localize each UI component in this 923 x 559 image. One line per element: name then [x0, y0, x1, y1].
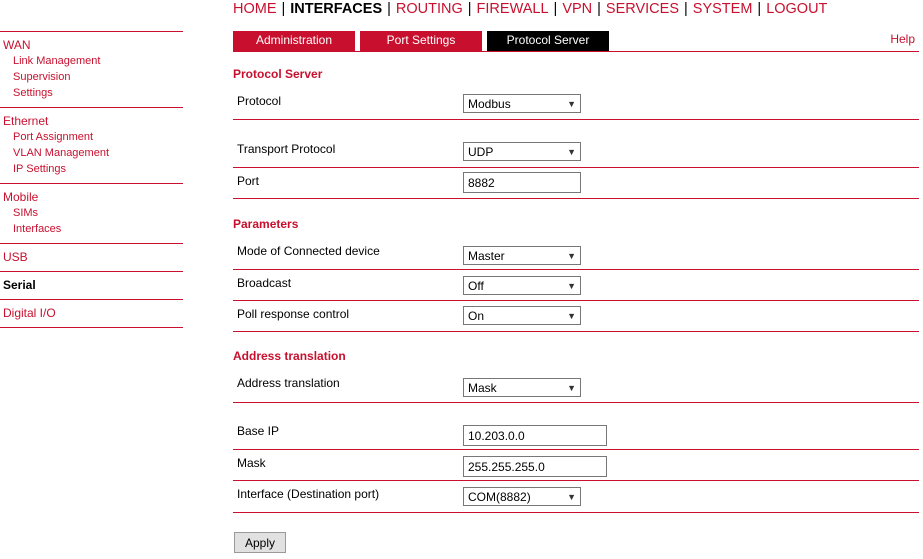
mode-value: Master — [468, 249, 505, 263]
row-poll-response — [233, 301, 919, 332]
sidebar — [0, 31, 183, 328]
sidebar-item-link-management[interactable]: Link Management — [13, 55, 101, 67]
row-broadcast — [233, 270, 919, 301]
sidebar-group-mobile — [0, 184, 183, 243]
nav-routing[interactable]: ROUTING — [395, 1, 463, 17]
nav-separator: | — [757, 1, 762, 17]
address-translation-select[interactable] — [463, 378, 581, 397]
row-transport-protocol — [233, 136, 919, 168]
sidebar-item-serial[interactable]: Serial — [3, 278, 36, 292]
apply-button[interactable]: Apply — [234, 532, 286, 553]
nav-home[interactable]: HOME — [233, 1, 277, 17]
transport-protocol-value: UDP — [468, 145, 494, 159]
nav-services[interactable]: SERVICES — [605, 1, 679, 17]
nav-separator: | — [684, 1, 688, 17]
sidebar-divider — [0, 327, 183, 328]
nav-logout[interactable]: LOGOUT — [766, 1, 828, 17]
port-input[interactable] — [463, 172, 581, 193]
mask-input[interactable] — [463, 456, 607, 477]
nav-vpn[interactable]: VPN — [562, 1, 593, 17]
nav-separator: | — [387, 1, 391, 17]
row-address-translation — [233, 370, 919, 403]
section-address-translation: Address translation — [233, 349, 346, 363]
sidebar-item-sims[interactable]: SIMs — [13, 207, 39, 219]
chevron-down-icon: ▼ — [567, 251, 576, 261]
mode-select[interactable] — [463, 246, 581, 265]
protocol-select[interactable] — [463, 94, 581, 113]
nav-separator: | — [553, 1, 558, 17]
section-protocol-server: Protocol Server — [233, 67, 323, 81]
chevron-down-icon: ▼ — [567, 147, 576, 157]
base-ip-label: Base IP — [237, 424, 280, 438]
sidebar-item-digital-io[interactable]: Digital I/O — [3, 306, 56, 320]
interface-label: Interface (Destination port) — [237, 487, 380, 501]
sidebar-item-wan[interactable]: WAN — [3, 38, 31, 52]
chevron-down-icon: ▼ — [567, 281, 576, 291]
row-mask — [233, 450, 919, 481]
tab-bar — [233, 31, 919, 52]
poll-response-value: On — [468, 309, 485, 323]
tab-port-settings[interactable]: Port Settings — [360, 31, 482, 51]
nav-firewall[interactable]: FIREWALL — [476, 1, 549, 17]
row-port — [233, 168, 919, 199]
chevron-down-icon: ▼ — [567, 383, 576, 393]
nav-separator: | — [597, 1, 601, 17]
nav-system[interactable]: SYSTEM — [692, 1, 753, 17]
sidebar-item-mobile-interfaces[interactable]: Interfaces — [13, 223, 62, 235]
nav-separator: | — [281, 1, 286, 17]
tab-protocol-server[interactable]: Protocol Server — [487, 31, 609, 51]
sidebar-item-usb[interactable]: USB — [3, 250, 28, 264]
sidebar-item-supervision[interactable]: Supervision — [13, 71, 71, 83]
address-translation-label: Address translation — [237, 376, 340, 390]
sidebar-item-vlan-management[interactable]: VLAN Management — [13, 147, 109, 159]
broadcast-select[interactable] — [463, 276, 581, 295]
sidebar-item-port-assignment[interactable]: Port Assignment — [13, 131, 94, 143]
sidebar-item-ip-settings[interactable]: IP Settings — [13, 163, 66, 175]
row-mode — [233, 238, 919, 270]
transport-protocol-label: Transport Protocol — [237, 142, 336, 156]
sidebar-item-ethernet[interactable]: Ethernet — [3, 114, 49, 128]
sidebar-item-wan-settings[interactable]: Settings — [13, 87, 53, 99]
interface-value: COM(8882) — [468, 490, 531, 504]
help-link[interactable]: Help — [890, 32, 915, 46]
chevron-down-icon: ▼ — [567, 492, 576, 502]
chevron-down-icon: ▼ — [567, 311, 576, 321]
row-base-ip — [233, 418, 919, 450]
sidebar-group-ethernet — [0, 108, 183, 183]
poll-response-label: Poll response control — [237, 307, 350, 321]
sidebar-item-mobile[interactable]: Mobile — [3, 190, 39, 204]
address-translation-value: Mask — [468, 381, 497, 395]
section-parameters: Parameters — [233, 217, 299, 231]
base-ip-input[interactable] — [463, 425, 607, 446]
interface-select[interactable] — [463, 487, 581, 506]
port-label: Port — [237, 174, 260, 188]
nav-interfaces[interactable]: INTERFACES — [290, 1, 383, 17]
tab-administration[interactable]: Administration — [233, 31, 355, 51]
row-protocol — [233, 88, 919, 120]
chevron-down-icon: ▼ — [567, 99, 576, 109]
nav-separator: | — [467, 1, 472, 17]
sidebar-group-wan — [0, 32, 183, 107]
broadcast-label: Broadcast — [237, 276, 292, 290]
broadcast-value: Off — [468, 279, 484, 293]
row-interface — [233, 481, 919, 513]
mask-label: Mask — [237, 456, 266, 470]
protocol-label: Protocol — [237, 94, 282, 108]
poll-response-select[interactable] — [463, 306, 581, 325]
protocol-value: Modbus — [468, 97, 511, 111]
transport-protocol-select[interactable] — [463, 142, 581, 161]
top-nav — [233, 1, 827, 17]
mode-label: Mode of Connected device — [237, 244, 380, 258]
